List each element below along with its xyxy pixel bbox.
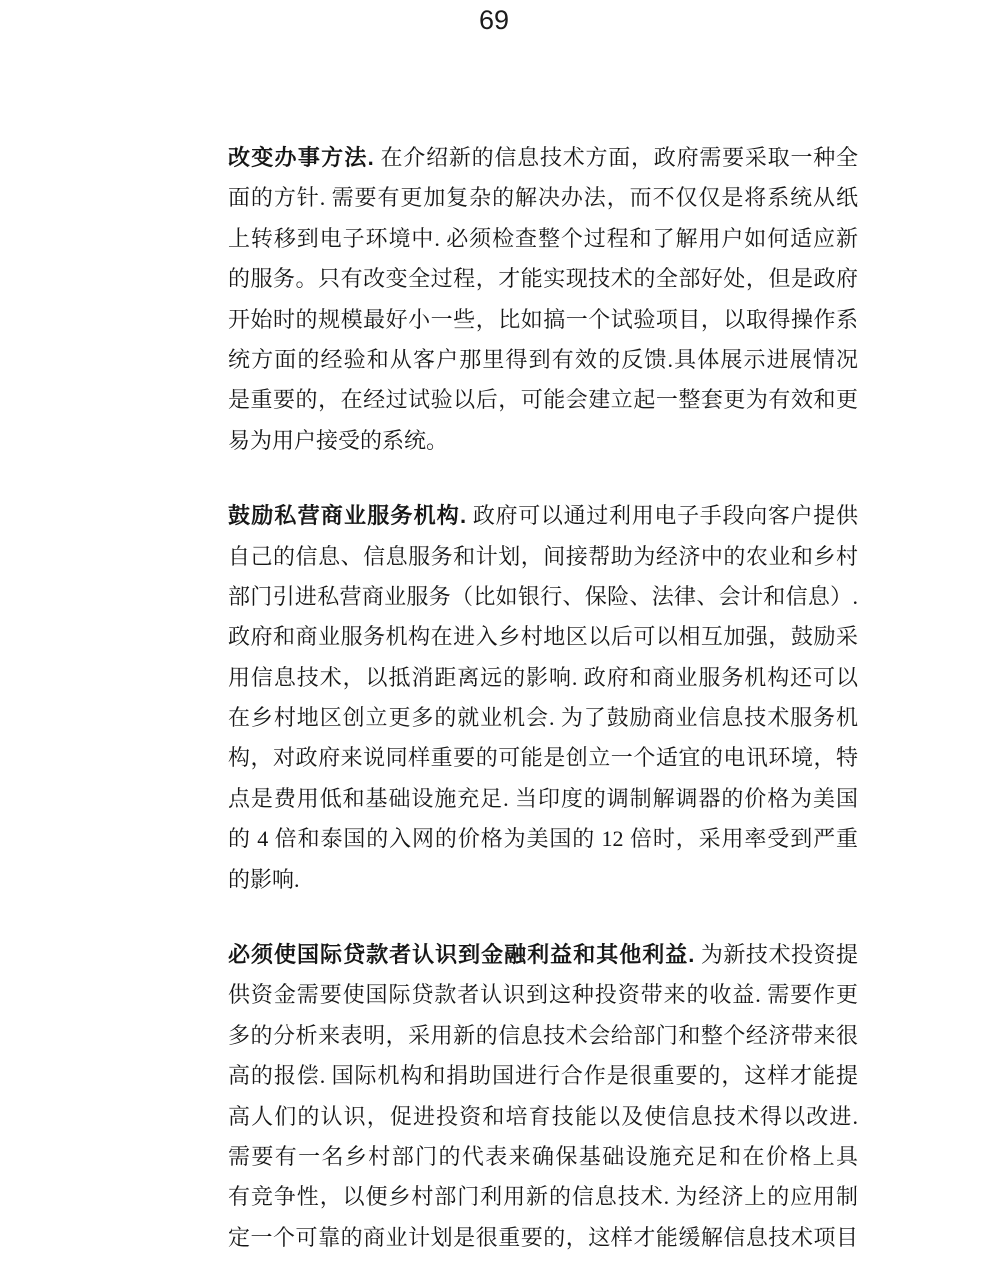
page-number: 69 [478, 5, 510, 35]
text-block [228, 138, 858, 1258]
paragraph-line: 构，对政府来说同样重要的可能是创立一个适宜的电讯环境，特 [228, 745, 858, 771]
paragraph-encourage-private-services [228, 496, 858, 900]
paragraph-line: 上转移到电子环境中. 必须检查整个过程和了解用户如何适应新 [228, 225, 858, 251]
paragraph-line: 高人们的认识，促进投资和培育技能以及使信息技术得以改进. [228, 1103, 858, 1129]
paragraph-line: 需要有一名乡村部门的代表来确保基础设施充足和在价格上具 [228, 1143, 858, 1169]
paragraph-line: 自己的信息、信息服务和计划，间接帮助为经济中的农业和乡村 [228, 543, 858, 569]
paragraph-line: 定一个可靠的商业计划是很重要的，这样才能缓解信息技术项目 [228, 1224, 858, 1250]
paragraph-line: 点是费用低和基础设施充足. 当印度的调制解调器的价格为美国 [228, 785, 858, 811]
paragraph-line [228, 496, 858, 536]
paragraph-line: 是重要的，在经过试验以后，可能会建立起一整套更为有效和更 [228, 387, 858, 413]
paragraph-line: 多的分析来表明，采用新的信息技术会给部门和整个经济带来很 [228, 1022, 858, 1048]
paragraph-line: 有竞争性，以便乡村部门利用新的信息技术. 为经济上的应用制 [228, 1184, 858, 1210]
paragraph-line: 易为用户接受的系统。 [228, 427, 449, 453]
paragraph-line: 统方面的经验和从客户那里得到有效的反馈.具体展示进展情况 [228, 346, 858, 372]
paragraph-heading: 必须使国际贷款者认识到金融利益和其他利益. [228, 942, 695, 968]
paragraph-line: 部门引进私营商业服务（比如银行、保险、法律、会计和信息）. [228, 583, 858, 609]
paragraph-heading: 鼓励私营商业服务机构. [228, 503, 467, 529]
paragraph-heading: 改变办事方法. [228, 145, 375, 170]
paragraph-line: 政府和商业服务机构在进入乡村地区以后可以相互加强，鼓励采 [228, 624, 858, 650]
paragraph-line-text: 政府可以通过利用电子手段向客户提供 [472, 503, 858, 529]
paragraph-change-work-methods [228, 138, 858, 461]
paragraph-line: 的服务。只有改变全过程，才能实现技术的全部好处，但是政府 [228, 266, 858, 292]
paragraph-line: 开始时的规模最好小一些，比如搞一个试验项目，以取得操作系 [228, 306, 858, 332]
paragraph-line-text: 为新技术投资提 [700, 942, 858, 968]
paragraph-line: 在乡村地区创立更多的就业机会. 为了鼓励商业信息技术服务机 [228, 705, 858, 731]
paragraph-line: 的影响. [228, 866, 300, 892]
paragraph-line-text: 在介绍新的信息技术方面，政府需要采取一种全 [380, 145, 858, 170]
paragraph-line: 高的报偿. 国际机构和捐助国进行合作是很重要的，这样才能提 [228, 1063, 858, 1089]
paragraph-line: 的 4 倍和泰国的入网的价格为美国的 12 倍时，采用率受到严重 [228, 826, 858, 852]
paragraph-line [228, 138, 858, 178]
paragraph-line: 供资金需要使国际贷款者认识到这种投资带来的收益. 需要作更 [228, 982, 858, 1008]
paragraph-international-lenders-benefits [228, 935, 858, 1258]
paragraph-line [228, 935, 858, 975]
paragraph-line: 面的方针. 需要有更加复杂的解决办法，而不仅仅是将系统从纸 [228, 185, 858, 211]
paragraph-line: 用信息技术，以抵消距离远的影响. 政府和商业服务机构还可以 [228, 664, 858, 690]
